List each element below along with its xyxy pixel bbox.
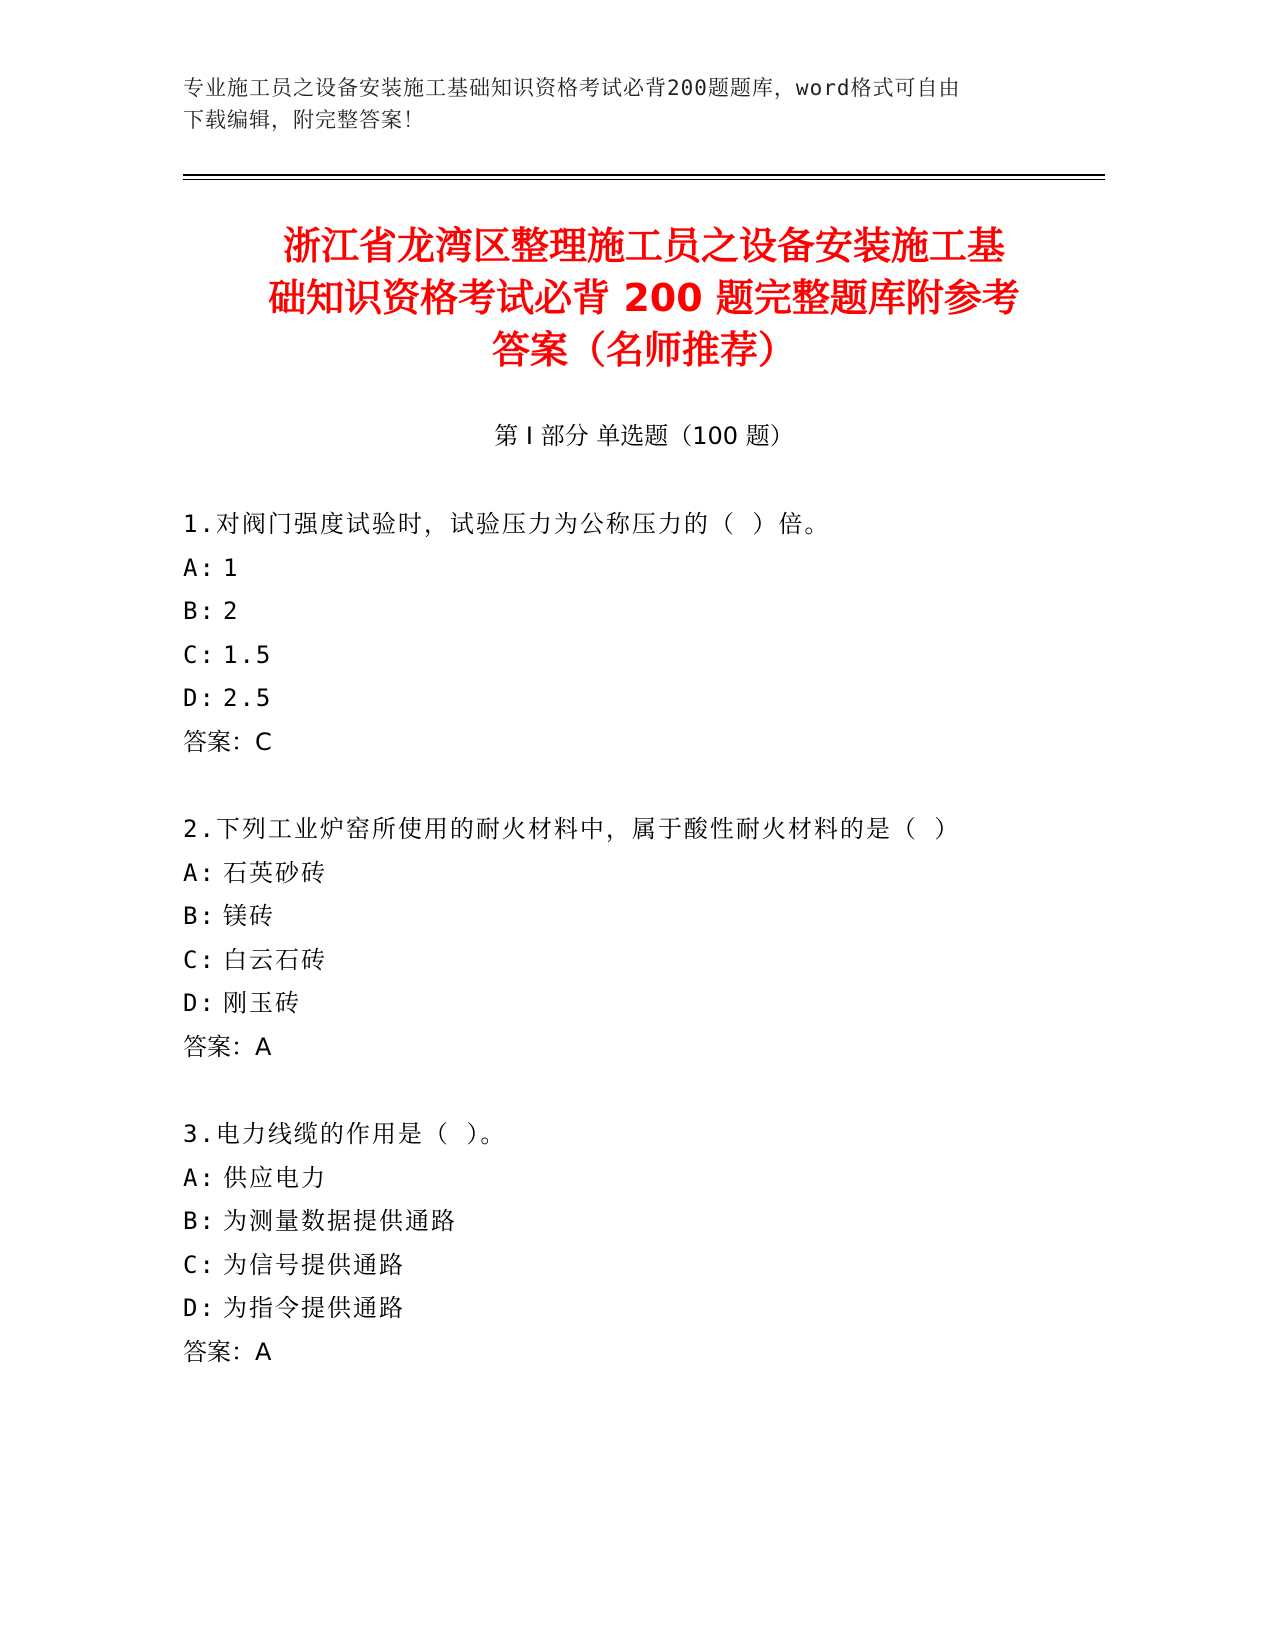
header-note [183,72,1063,136]
option-b [183,590,1083,634]
option-key: A: [183,858,216,887]
option-key: C: [183,1250,216,1279]
option-d [183,982,1083,1026]
option-text: 1 [223,553,240,582]
option-b [183,1200,1083,1244]
answer-value: A [255,1337,272,1366]
question-stem: 3.电力线缆的作用是（ ）。 [183,1120,507,1148]
answer-label: 答案： [183,1032,255,1061]
answer-value: C [255,727,272,756]
document-title-line-1: 浙江省龙湾区整理施工员之设备安装施工基 [282,224,1005,268]
answer-value: A [255,1032,272,1061]
option-text: 2.5 [223,684,273,712]
option-a [183,547,1083,591]
option-text: 石英砂砖 [223,858,327,887]
document-title-line-2: 础知识资格考试必背 200 题完整题库附参考 [268,276,1020,320]
question-stem: 1.对阀门强度试验时，试验压力为公称压力的（ ）倍。 [183,510,831,538]
header-divider-thick [183,174,1105,176]
option-text: 2 [223,597,240,625]
section-heading: 第 I 部分 单选题（100 题） [494,422,794,450]
header-note-line-1: 专业施工员之设备安装施工基础知识资格考试必背200题题库，word格式可自由 [183,76,961,100]
option-text: 镁砖 [223,902,275,930]
option-a [183,1157,1083,1201]
option-key: A: [183,553,216,582]
option-key: D: [183,989,216,1017]
option-key: D: [183,1294,216,1322]
header-note-line-2: 下载编辑，附完整答案！ [183,108,425,132]
answer-label: 答案： [183,1337,255,1366]
option-c [183,1244,1083,1288]
option-key: C: [183,640,216,669]
answer [183,1331,1083,1375]
option-d [183,677,1083,721]
option-text: 为信号提供通路 [223,1250,405,1279]
question-2 [183,808,1083,1069]
option-d [183,1287,1083,1331]
option-c [183,939,1083,983]
answer [183,721,1083,765]
option-key: B: [183,597,216,625]
question-3 [183,1113,1083,1374]
option-key: B: [183,1207,216,1235]
document-title-line-3: 答案（名师推荐） [491,328,796,372]
option-a [183,852,1083,896]
answer-label: 答案： [183,727,255,756]
option-text: 为指令提供通路 [223,1294,405,1322]
option-text: 为测量数据提供通路 [223,1207,457,1235]
document-title [183,220,1105,376]
option-key: C: [183,945,216,974]
question-stem: 2.下列工业炉窑所使用的耐火材料中，属于酸性耐火材料的是（ ） [183,815,961,843]
option-key: B: [183,902,216,930]
option-text: 刚玉砖 [223,989,301,1017]
option-text: 供应电力 [223,1163,327,1192]
option-b [183,895,1083,939]
option-c [183,634,1083,678]
option-key: D: [183,684,216,712]
question-1 [183,503,1083,764]
header-divider-thin [183,179,1105,180]
option-text: 白云石砖 [223,945,327,974]
option-text: 1.5 [223,640,273,669]
answer [183,1026,1083,1070]
option-key: A: [183,1163,216,1192]
